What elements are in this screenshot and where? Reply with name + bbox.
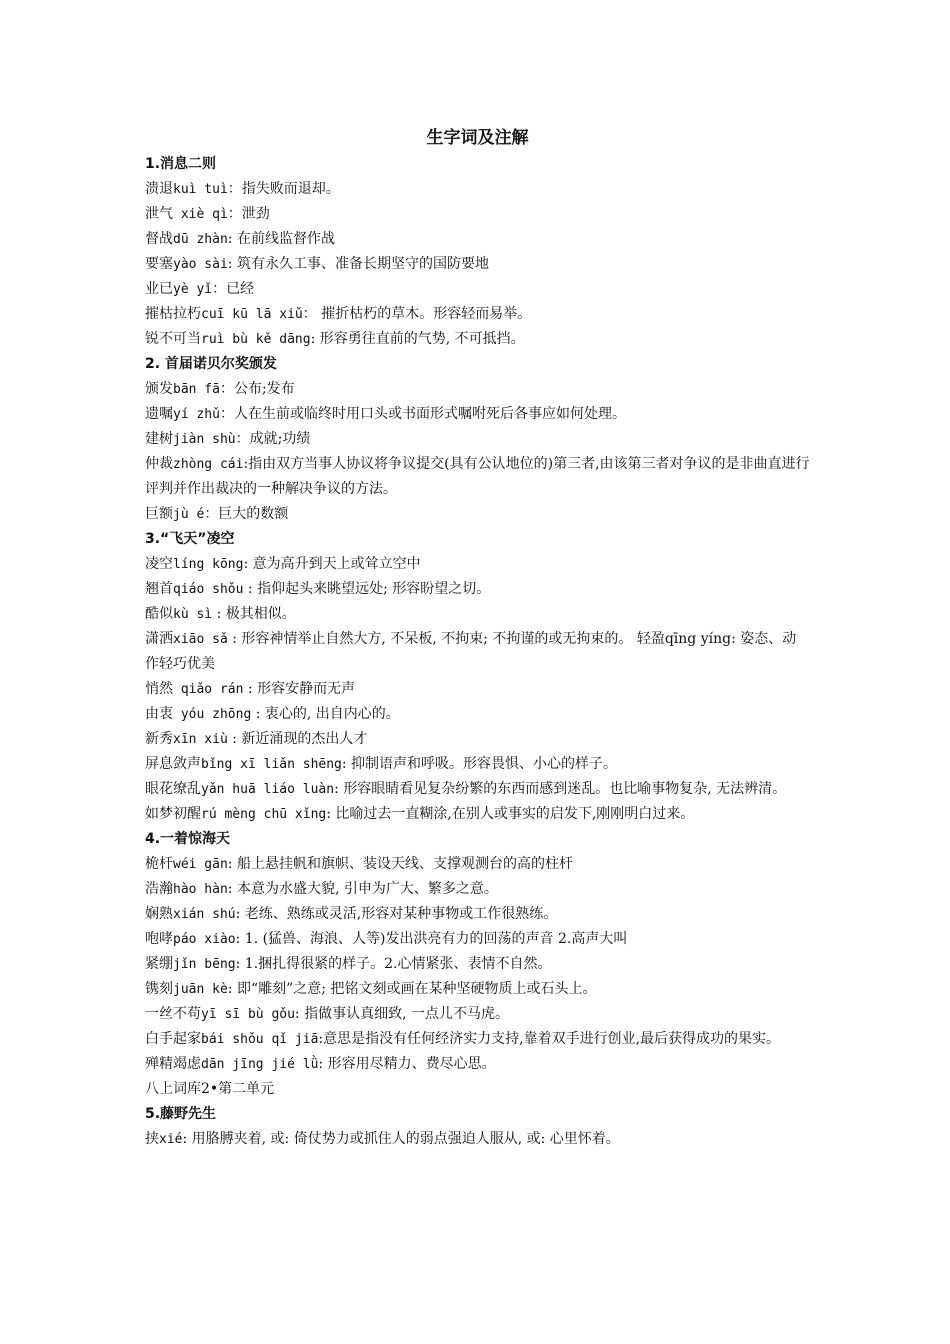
vocab-pinyin: hào hàn [173,882,228,897]
vocab-pinyin: zhòng cái [173,457,244,472]
vocab-pinyin: dān jīng jié lǜ [201,1057,319,1072]
vocab-word: 一丝不苟 [145,1006,201,1022]
vocab-word: 潇洒 [145,631,173,647]
vocab-definition: : 1. (猛兽、海浪、人等)发出洪亮有力的回荡的声音 2.高声大叫 [235,931,628,947]
vocab-pinyin: yóu zhōng [173,707,252,722]
vocab-entry [145,427,810,452]
vocab-pinyin: líng kōng [173,557,244,572]
vocab-word: 建树 [145,431,173,447]
vocab-definition: ：人在生前或临终时用口头或书面形式嘱咐死后各事应如何处理。 [219,406,626,422]
vocab-pinyin: kuì tuì [173,182,228,197]
vocab-definition: : 在前线监督作战 [227,231,335,247]
vocab-word: 桅杆 [145,856,173,872]
vocab-word: 眼花缭乱 [145,781,201,797]
document-body [145,152,810,1152]
vocab-pinyin: yè yǐ [173,282,213,297]
vocab-word: 业已 [145,281,173,297]
vocab-definition: : 1.捆扎得很紧的样子。2.心情紧张、表情不自然。 [235,956,552,972]
vocab-entry [145,277,810,302]
vocab-word: 咆哮 [145,931,173,947]
vocab-entry [145,852,810,877]
vocab-word: 锐不可当 [145,331,201,347]
vocab-entry [145,1002,810,1027]
vocab-word: 泄气 [145,206,173,222]
vocab-pinyin: wéi gān [173,857,228,872]
section-heading: 1.消息二则 [145,156,217,172]
vocab-definition: : 意为高升到天上或耸立空中 [243,556,421,572]
vocab-word: 翘首 [145,581,173,597]
vocab-definition: : 形容用尽精力、费尽心思。 [318,1056,496,1072]
vocab-pinyin: bǐng xī liǎn shēng [201,757,342,772]
vocab-entry [145,452,810,502]
vocab-entry [145,627,810,677]
vocab-word: 浩瀚 [145,881,173,897]
vocab-pinyin: yào sài [173,257,228,272]
vocab-entry [145,752,810,777]
vocab-word: 悄然 [145,681,173,697]
vocab-pinyin: dū zhàn [173,232,228,247]
vocab-definition: : 极其相似。 [212,606,296,622]
vocab-entry [145,1127,810,1152]
vocab-definition: : 船上悬挂帆和旗帜、装设天线、支撑观测台的高的柱杆 [227,856,573,872]
vocab-word: 殚精竭虑 [145,1056,201,1072]
vocab-entry [145,227,810,252]
vocab-entry [145,902,810,927]
vocab-definition: ：已经 [212,281,255,297]
vocab-word: 摧枯拉朽 [145,306,201,322]
vocab-word: 镌刻 [145,981,173,997]
vocab-word: 挟 [145,1131,159,1147]
vocab-definition: : 指仰起头来眺望远处; 形容盼望之切。 [243,581,491,597]
vocab-word: 新秀 [145,731,173,747]
vocab-entry [145,202,810,227]
vocab-entry [145,552,810,577]
vocab-word: 白手起家 [145,1031,201,1047]
vocab-pinyin: cuī kū lā xiǔ [201,307,303,322]
vocab-word: 屏息敛声 [145,756,201,772]
vocab-pinyin: qiáo shǒu [173,582,244,597]
vocab-word: 督战 [145,231,173,247]
vocab-word: 如梦初醒 [145,806,201,822]
section-heading: 4.一着惊海天 [145,831,231,847]
vocab-pinyin: xiè qì [173,207,228,222]
vocab-pinyin: jǐn bēng [173,957,236,972]
vocab-entry [145,302,810,327]
vocab-definition: ：指失败而退却。 [227,181,340,197]
vocab-definition: : 形容眼睛看见复杂纷繁的东西而感到迷乱。也比喻事物复杂, 无法辨清。 [334,781,787,797]
vocab-definition: : 新近涌现的杰出人才 [227,731,368,747]
vocab-pinyin: jù é [173,507,205,522]
vocab-word: 凌空 [145,556,173,572]
vocab-entry [145,327,810,352]
vocab-word: 娴熟 [145,906,173,922]
vocab-entry [145,602,810,627]
vocab-entry [145,1027,810,1052]
vocab-word: 酷似 [145,606,173,622]
vocab-definition: :指由双方当事人协议将争议提交(具有公认地位的)第三者,由该第三者对争议的是非曲直进行评判并作出裁决的一种解决争议的方法。 [145,456,810,497]
vocab-entry [145,177,810,202]
vocab-entry [145,702,810,727]
vocab-entry [145,402,810,427]
vocab-pinyin: yǎn huā liáo luàn [201,782,335,797]
vocab-definition: : 即“雕刻”之意; 把铭文刻或画在某种坚硬物质上或石头上。 [227,981,597,997]
vocab-pinyin: xiāo sǎ [173,632,228,647]
vocab-entry [145,677,810,702]
vocab-pinyin: yí zhǔ [173,407,220,422]
vocab-entry [145,502,810,527]
vocab-pinyin: jiàn shù [173,432,236,447]
vocab-pinyin: bān fā [173,382,220,397]
vocab-definition: : 本意为水盛大貌, 引申为广大、繁多之意。 [227,881,498,897]
vocab-entry [145,877,810,902]
vocab-entry [145,1052,810,1077]
vocab-definition: ：巨大的数额 [204,506,289,522]
vocab-definition: : 形容安静而无声 [243,681,356,697]
section-heading: 3.“飞天”凌空 [145,531,235,547]
vocab-definition: : 用胳膊夹着, 或: 倚仗势力或抓住人的弱点强迫人服从, 或: 心里怀着。 [182,1131,620,1147]
vocab-pinyin: yī sī bù gǒu [201,1007,295,1022]
vocab-pinyin: páo xiào [173,932,236,947]
vocab-word: 紧绷 [145,956,173,972]
vocab-definition: : 老练、熟练或灵活,形容对某种事物或工作很熟练。 [235,906,558,922]
vocab-definition: : 比喻过去一直糊涂,在别人或事实的启发下,刚刚明白过来。 [326,806,695,822]
vocab-word: 由衷 [145,706,173,722]
vocab-definition: ： 摧折枯朽的草木。形容轻而易举。 [302,306,532,322]
vocab-entry [145,802,810,827]
vocab-pinyin: xīn xiù [173,732,228,747]
vocab-definition: : 筑有永久工事、准备长期坚守的国防要地 [227,256,489,272]
vocab-entry [145,727,810,752]
vocab-definition: : 形容神情举止自然大方, 不呆板, 不拘束; 不拘谨的或无拘束的。 轻盈qīng yíng: 姿态、动作轻巧优美 [145,631,797,672]
vocab-entry [145,927,810,952]
section-heading: 5.藤野先生 [145,1106,217,1122]
vocab-definition: :意思是指没有任何经济实力支持,靠着双手进行创业,最后获得成功的果实。 [318,1031,781,1047]
vocab-word: 要塞 [145,256,173,272]
vocab-word: 仲裁 [145,456,173,472]
vocab-pinyin: xié [159,1132,183,1147]
vocab-entry [145,952,810,977]
vocab-word: 颁发 [145,381,173,397]
vocab-definition: : 衷心的, 出自内心的。 [251,706,400,722]
vocab-definition: : 抑制语声和呼吸。形容畏惧、小心的样子。 [341,756,618,772]
vocab-entry [145,377,810,402]
vocab-definition: ：公布;发布 [219,381,295,397]
vocab-pinyin: kù sì [173,607,213,622]
vocab-pinyin: bái shǒu qǐ jiā [201,1032,319,1047]
vocab-definition: ：泄劲 [227,206,270,222]
vocab-definition: ：成就;功绩 [235,431,311,447]
vocab-definition: : 指做事认真细致, 一点儿不马虎。 [294,1006,509,1022]
vocab-word: 巨额 [145,506,173,522]
vocab-definition: : 形容勇往直前的气势, 不可抵挡。 [310,331,525,347]
document-page [145,124,810,1152]
vocab-word: 溃退 [145,181,173,197]
vocab-entry [145,577,810,602]
vocab-pinyin: qiǎo rán [173,682,244,697]
vocab-pinyin: xián shú [173,907,236,922]
vocab-entry [145,777,810,802]
vocab-entry [145,977,810,1002]
page-title: 生字词及注解 [426,128,529,148]
section-heading: 2. 首届诺贝尔奖颁发 [145,356,277,372]
vocab-pinyin: ruì bù kě dāng [201,332,311,347]
vocab-entry [145,252,810,277]
vocab-pinyin: rú mèng chū xǐng [201,807,327,822]
vocab-pinyin: juān kè [173,982,228,997]
vocab-word: 遗嘱 [145,406,173,422]
unit-line: 八上词库2•第二单元 [145,1081,275,1097]
